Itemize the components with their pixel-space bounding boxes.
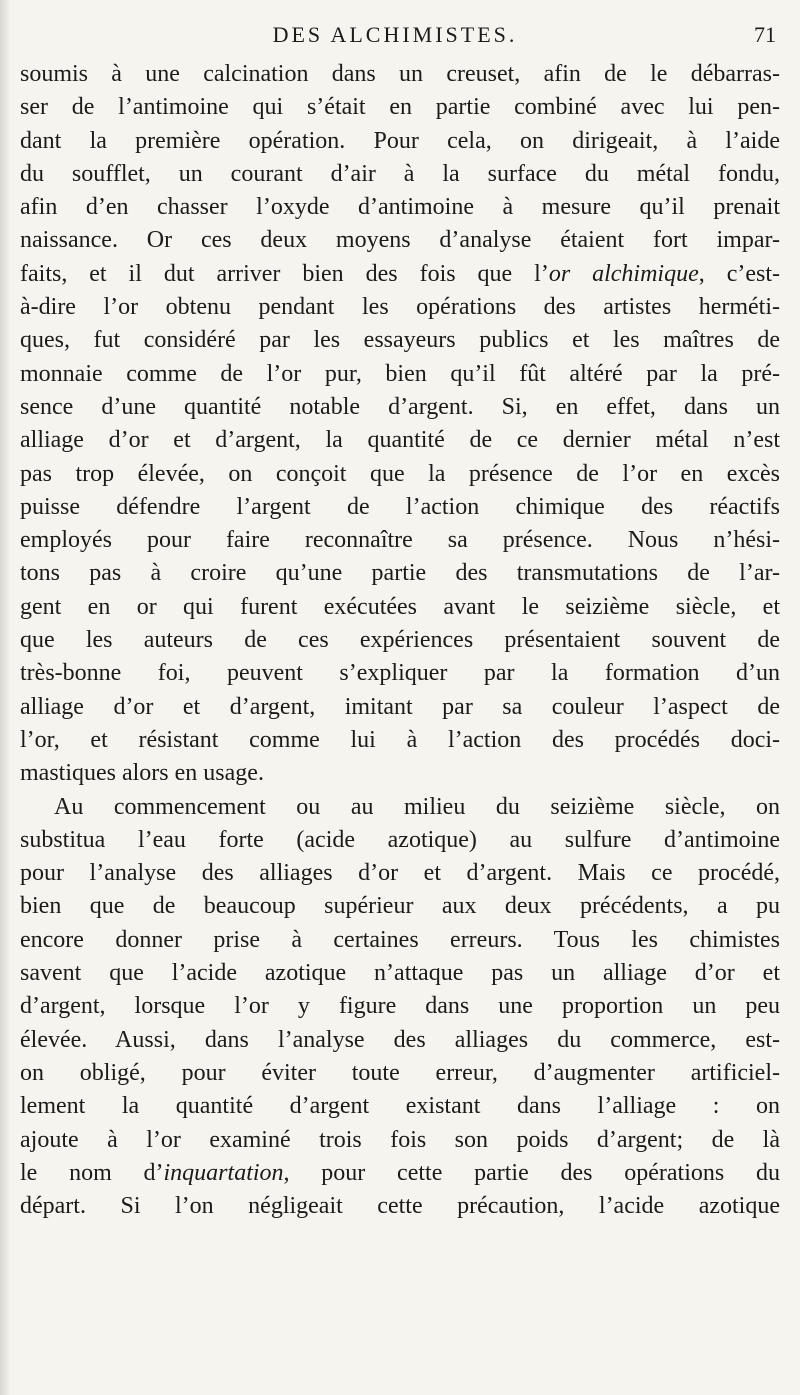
text-line: pas trop élevée, on conçoit que la présence de l’or en excès bbox=[20, 460, 780, 487]
text-line: à-dire l’or obtenu pendant les opérations des artistes herméti- bbox=[20, 294, 780, 321]
text-line: employés pour faire reconnaître sa présence. Nous n’hési- bbox=[20, 527, 780, 554]
line-fragment: le nom d’ bbox=[20, 1159, 164, 1186]
text-line: bien que de beaucoup supérieur aux deux précédents, a pu bbox=[20, 893, 780, 920]
text-line: ser de l’antimoine qui s’était en partie combiné avec lui pen- bbox=[20, 94, 780, 121]
text-line bbox=[20, 1157, 780, 1190]
paragraph-2 bbox=[20, 791, 780, 1224]
line-fragment: , pour cette partie des opérations du bbox=[283, 1159, 780, 1186]
text-line: mastiques alors en usage. bbox=[20, 760, 264, 787]
body-text bbox=[20, 58, 780, 1223]
text-line bbox=[20, 258, 780, 291]
text-line: ques, fut considéré par les essayeurs publics et les maîtres de bbox=[20, 327, 780, 354]
paragraph-1 bbox=[20, 58, 780, 791]
text-line: d’argent, lorsque l’or y figure dans une proportion un peu bbox=[20, 993, 780, 1020]
running-head-title: DES ALCHIMISTES. bbox=[272, 22, 518, 47]
text-line: lement la quantité d’argent existant dans l’alliage : on bbox=[20, 1093, 780, 1120]
text-line: pour l’analyse des alliages d’or et d’argent. Mais ce procédé, bbox=[20, 860, 780, 887]
text-line: afin d’en chasser l’oxyde d’antimoine à mesure qu’il prenait bbox=[20, 194, 780, 221]
running-head bbox=[14, 18, 776, 52]
text-line: dant la première opération. Pour cela, on dirigeait, à l’aide bbox=[20, 127, 780, 154]
text-line: monnaie comme de l’or pur, bien qu’il fût altéré par la pré- bbox=[20, 360, 780, 387]
text-line: l’or, et résistant comme lui à l’action des procédés doci- bbox=[20, 726, 780, 753]
italic-term: inquartation bbox=[163, 1159, 284, 1186]
text-line: soumis à une calcination dans un creuset, afin de le débarras- bbox=[20, 61, 780, 87]
text-line: élevée. Aussi, dans l’analyse des alliages du commerce, est- bbox=[20, 1026, 780, 1053]
text-line: savent que l’acide azotique n’attaque pas un alliage d’or et bbox=[20, 960, 780, 987]
text-line: très-bonne foi, peuvent s’expliquer par la formation d’un bbox=[20, 660, 780, 687]
page-number: 71 bbox=[754, 22, 776, 47]
text-line: Au commencement ou au milieu du seizième siècle, on bbox=[54, 793, 780, 820]
text-line: ajoute à l’or examiné trois fois son poids d’argent; de là bbox=[20, 1126, 780, 1153]
text-line: que les auteurs de ces expériences présentaient souvent de bbox=[20, 627, 780, 654]
text-line: du soufflet, un courant d’air à la surface du métal fondu, bbox=[20, 160, 780, 187]
text-line: substitua l’eau forte (acide azotique) au sulfure d’antimoine bbox=[20, 826, 780, 853]
text-line: tons pas à croire qu’une partie des transmutations de l’ar- bbox=[20, 560, 780, 587]
text-line: gent en or qui furent exécutées avant le seizième siècle, et bbox=[20, 593, 780, 620]
text-line: puisse défendre l’argent de l’action chimique des réactifs bbox=[20, 493, 780, 520]
text-line: alliage d’or et d’argent, la quantité de ce dernier métal n’est bbox=[20, 427, 780, 454]
text-line: naissance. Or ces deux moyens d’analyse étaient fort impar- bbox=[20, 227, 780, 254]
line-fragment: , c’est- bbox=[698, 260, 780, 287]
text-line: on obligé, pour éviter toute erreur, d’augmenter artificiel- bbox=[20, 1059, 780, 1086]
text-line: sence d’une quantité notable d’argent. Si, en effet, dans un bbox=[20, 393, 780, 420]
text-line: alliage d’or et d’argent, imitant par sa couleur l’aspect de bbox=[20, 693, 780, 720]
line-fragment: faits, et il dut arriver bien des fois que l’ bbox=[20, 260, 549, 287]
text-line: départ. Si l’on négligeait cette précaution, l’acide azotique bbox=[20, 1193, 780, 1220]
italic-term: or alchimique bbox=[548, 260, 699, 287]
text-line: encore donner prise à certaines erreurs. Tous les chimistes bbox=[20, 926, 780, 953]
